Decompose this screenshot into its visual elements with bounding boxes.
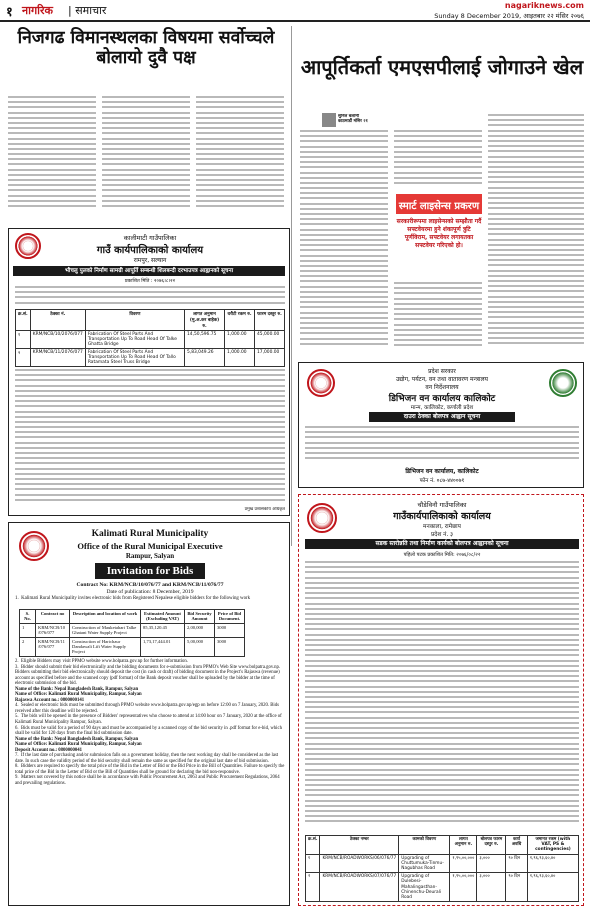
road-table [305, 835, 579, 902]
th-amount: Estimated Amount (Excluding VAT) [141, 610, 185, 624]
forest-notice-text [305, 426, 579, 464]
ifb-clauses [15, 659, 287, 787]
cell-cost: १,९५,००,००० [450, 873, 477, 902]
road-notice-clauses [305, 561, 579, 831]
notice-signature: प्रमुख प्रशासकीय अधिकृत [244, 507, 285, 512]
left-story-body-col2 [102, 96, 190, 212]
th-deposit: धरौटी रकम रु. [225, 310, 255, 331]
th-cost: लागत अनुमान (मु.अ.कर बाहेक) रु. [185, 310, 225, 331]
cell-contract: KRM/NCB/11/2076/077 [30, 349, 85, 367]
ifb-clause: 4. Sealed or electronic bids must be submitted through PPMO website www.bolpatra.gov.np/egp on before 12:00 on 7 January, 2020. Bids received after this deadline will be rejected. [15, 703, 279, 714]
cell-cost: १,९५,००,००० [450, 854, 477, 873]
ifb-clause: 5. The bids will be opened in the presence of Bidders' representatives who choose to attend at 14:00 hour on 7 January, 2020 at the office of Kalimati Rural Municipality Rampur, Salyan. [15, 714, 282, 726]
table-row [20, 623, 245, 637]
th-cost: लागत अनुमान रु. [450, 836, 477, 855]
notice-org-top: कालीमाटी गाउँपालिका [123, 234, 177, 242]
cell-desc: Upgrading of Dulebesi-Mahalingasthan-Chinenchu-Deurali Road [399, 873, 450, 902]
cell-amount: 1,73,17,444.01 [141, 637, 185, 656]
th-fee: फारम दस्तुर रु. [255, 310, 285, 331]
ifb-office: Office of the Rural Municipal Executive [77, 541, 223, 551]
ifb-revenue-account: Rajaswa Account no.: 0800000141 [15, 697, 85, 703]
cell-desc: Upgrading of Chuttumuka-Tinmu-Nagubhas Road [399, 854, 450, 873]
cell-price: 3000 [215, 623, 245, 637]
ifb-bank-name-2: Name of the Bank: Nepal Bangladesh Bank, Rampur, Salyan [15, 736, 139, 742]
forest-signoff: डिभिजन वन कार्यालय, कालिकोट [405, 468, 479, 475]
th-sn: क्र.सं. [306, 836, 320, 855]
cell-cost: 5,83,049.26 [185, 349, 225, 367]
ifb-pub-line: Date of publication: 8 December, 2019 [106, 589, 194, 595]
notice-org: गाउँ कार्यपालिकाको कार्यालय [96, 245, 204, 256]
cell-contract: KRM/NCB/10/2076/077 [30, 331, 85, 349]
cell-sn: 1 [20, 623, 36, 637]
site-link[interactable]: nagariknews.com [504, 1, 584, 10]
ifb-clause: 3. Bidder should submit their bid electronically and the bidding documents for e-submission from PPMO's Web Site www.bolpatra.gov.np. Bidders submitting their bid electronically should deposit the cost (in cash or draft) of bidding document in the Project's Rajaswa (revenue) account as specified before and the scanned copy (pdf format) of the Bank deposit voucher shall be uploaded by the bidder at the time of electronic submission of the bid. [15, 664, 281, 687]
forest-dept: वन निर्देशनालय [425, 384, 459, 391]
road-place: मनकाला, रामेछाप [423, 524, 461, 530]
cell-period: ९० दिन [506, 854, 527, 873]
byline: सुनिल बलामी काठमाडौं मंसिर २१ [338, 114, 368, 125]
left-story-body-col1 [8, 96, 96, 212]
cell-deposit: 1,000.00 [225, 349, 255, 367]
left-story-body-col3 [196, 96, 284, 212]
table-row [306, 854, 579, 873]
cell-sn: १ [16, 331, 31, 349]
cell-security: १,९६,९३,६०,४० [527, 873, 578, 902]
ifb-place: Rampur, Salyan [125, 552, 175, 560]
ifb-table [19, 609, 245, 657]
notice-intro-text [15, 286, 285, 308]
ifb-clause: 2. Eligible Bidders may visit PPMO website www.bolpatra.gov.np for further information. [15, 659, 188, 664]
cell-sn: 2 [20, 637, 36, 656]
ifb-intro-text: Kalimati Rural Municipality invites electronic bids from Registered Nepalese eligible bidders for the following work [21, 596, 251, 601]
cell-desc: Construction of Harichaur Dandawali Lift Water Supply Project [70, 637, 141, 656]
th-sn: S. No. [20, 610, 36, 624]
issue-date: Sunday 8 December 2019, आइतबार २२ मंसिर २०७६ [434, 12, 584, 20]
cell-desc: Fabrication Of Steel Parts And Transportation Up To Road Head Of Talke Ghatta Bridge [85, 331, 184, 349]
th-price: Price of Bid Document. [215, 610, 245, 624]
masthead [0, 0, 590, 22]
th-security: जमानत रकम (with VAT, PS & contingencies) [527, 836, 578, 855]
road-org: गाउँकार्यपालिकाको कार्यालय [393, 511, 491, 522]
th-period: कार्य अवधि [506, 836, 527, 855]
table-row [20, 637, 245, 656]
ifb-office-name: Name of Office: Kalimati Rural Municipality, Rampur, Salyan [15, 692, 142, 698]
right-story-body-col2b [394, 282, 482, 350]
notice-material-supply [8, 228, 290, 516]
ifb-bank-name: Name of the Bank: Nepal Bangladesh Bank, Rampur, Salyan [15, 686, 139, 692]
notice-garh-table [15, 309, 285, 367]
forest-office: डिभिजन वन कार्यालय कालिकोट [388, 394, 496, 404]
th-fee: बोलपत्र फारम दस्तुर रु. [477, 836, 506, 855]
ifb-clause: 7. If the last date of purchasing and/or submission falls on a government holiday, then the next working day shall be considered as the last date. In such case the validity period of the bid security shall remain the same as specified for the original last date of bid submission. [15, 753, 279, 764]
cell-sn: १ [306, 854, 320, 873]
byline-photo [322, 113, 336, 127]
notice-road [298, 494, 584, 906]
left-headline: निजगढ विमानस्थलका विषयमा सर्वोच्चले बोलायो दुवै पक्ष [17, 28, 275, 69]
table-row [16, 331, 285, 349]
cell-fee: ३,००० [477, 873, 506, 902]
th-contract: Contract no [36, 610, 70, 624]
th-sn: क्र.सं. [16, 310, 31, 331]
ifb-clause: 8. Bidders are required to specify the total price of the Bid in the Letter of Bid or the Bid Price in the Bill of Quantities. Failure to specify the total price of the Bid in the Letter of Bid or the Bill of Quantities shall be ground for declaring the bid non-responsive. [15, 764, 285, 775]
cell-sn: २ [306, 873, 320, 902]
cell-price: 3000 [215, 637, 245, 656]
cell-contract: KRM/NCB/ROADWORKS/06/076/77 [320, 854, 399, 873]
promo-banner: स्मार्ट लाइसेन्स प्रकरण [396, 194, 482, 214]
cell-cost: 14,50,596.75 [185, 331, 225, 349]
table-row [306, 873, 579, 902]
ifb-intro: 1. Kalimati Rural Municipality invites electronic bids from Registered Nepalese eligible bidders for the following work [15, 596, 251, 601]
cell-deposit: 1,000.00 [225, 331, 255, 349]
cell-fee: 45,000.00 [255, 331, 285, 349]
brand-name: नागरिक [22, 4, 53, 17]
forest-ministry: उद्योग, पर्यटन, वन तथा वातावरण मन्त्रालय [395, 376, 488, 383]
road-org-top: चौडेविनौ गाउँपालिका [417, 501, 467, 509]
right-story-body-col1 [300, 130, 388, 350]
section-name: | समाचार [68, 4, 107, 17]
cell-contract: KRM/NCB/ROADWORKS/07/076/77 [320, 873, 399, 902]
th-security: Bid Security Amount [185, 610, 215, 624]
cell-sn: २ [16, 349, 31, 367]
cell-desc: Fabrication Of Steel Parts And Transportation Up To Road Head Of Tallo Ratamata Steel Truss Bridge [85, 349, 184, 367]
th-desc: Description and location of work [70, 610, 141, 624]
notice-band: भौचलु पुलको निर्माण सामग्री आपूर्ति सम्बन्धी शिलबन्दी दरभाउपत्र आह्वानको सूचना [13, 266, 285, 276]
ifb-org: Kalimati Rural Municipality [91, 529, 209, 539]
cell-contract: KRM/NCB/10 /076/077 [36, 623, 70, 637]
forest-place: मान्म, कालिकोट, कर्णाली प्रदेश [410, 405, 474, 411]
notice-garh-clauses [15, 369, 285, 505]
forest-phone: फोन नं. ०८७-४४००७१ [419, 478, 465, 484]
pull-quote: सरकारीरूपमा लाइसेन्सको सम्झौता गर्दै सफ्टवेयरमा हुने शंकापूर्ण त्रुटि पूर्णविराम, सफ्टवेयर लगायतका सफ्टवेयर गरिएको हो। [396, 218, 482, 249]
cell-desc: Construction of Mauketahari Talke Ghatani Water Supply Project [70, 623, 141, 637]
notice-forest [298, 362, 584, 488]
th-desc: विवरण [85, 310, 184, 331]
ifb-contract-line: Contract No: KRM/NCB/10/076/77 and KRM/NCB/11/076/77 [76, 582, 224, 588]
forest-band: दाउरा ठेक्का बोलपत्र आह्वान सूचना [369, 412, 515, 422]
right-headline: आपूर्तिकर्ता एमएसपीलाई जोगाउने खेल [300, 55, 584, 79]
cell-contract: KRM/NCB/11 /076/077 [36, 637, 70, 656]
notice-place: रामपुर, सल्यान [133, 257, 167, 264]
notice-ifb [8, 522, 290, 906]
ifb-clause: 6. Bids must be valid for a period of 90 days and must be accompanied by a scanned copy of the bid security in .pdf format for e-bid, which shall be valid for 120 days from the final bid submission date. [15, 725, 282, 737]
forest-gov: प्रदेश सरकार [428, 368, 456, 375]
ifb-title: Invitation for Bids [95, 563, 205, 579]
road-region: प्रदेश नं. ३ [430, 532, 454, 538]
th-contract: ठेक्का नम्बर [320, 836, 399, 855]
column-divider [291, 26, 292, 546]
notice-pub-date: प्रकाशित मिति : २०७६।८।२२ [124, 279, 176, 284]
cell-amount: 85,35,120.45 [141, 623, 185, 637]
cell-security: १,९६,९३,६०,४० [527, 854, 578, 873]
right-story-body-col2a [394, 130, 482, 190]
road-band: सडक स्तरोन्नति तथा निर्माण कार्यको बोलपत्र आह्वानको सूचना [305, 539, 579, 549]
cell-period: ९० दिन [506, 873, 527, 902]
page-number: १ [6, 5, 13, 20]
ifb-office-name-2: Name of Office: Kalimati Rural Municipality, Rampur, Salyan [15, 742, 142, 748]
ifb-deposit-account: Deposit Account no.: 0800000041 [15, 747, 83, 753]
cell-security: 2,00,000 [185, 623, 215, 637]
th-desc: कामको विवरण [399, 836, 450, 855]
cell-fee: 17,000.00 [255, 349, 285, 367]
ifb-clause: 9. Matters not covered by this notice shall be in accordance with Public Procurement Act, 2063 and Public Procurement Regulations, 2064 and prevailing regulations. [15, 775, 280, 787]
th-contract: ठेक्का नं. [30, 310, 85, 331]
road-pub-date: पहिलो पटक प्रकाशित मिति: २०७६/०८/२२ [403, 552, 481, 558]
cell-security: 5,00,000 [185, 637, 215, 656]
right-story-body-col3 [488, 114, 584, 354]
cell-fee: ३,००० [477, 854, 506, 873]
table-row [16, 349, 285, 367]
